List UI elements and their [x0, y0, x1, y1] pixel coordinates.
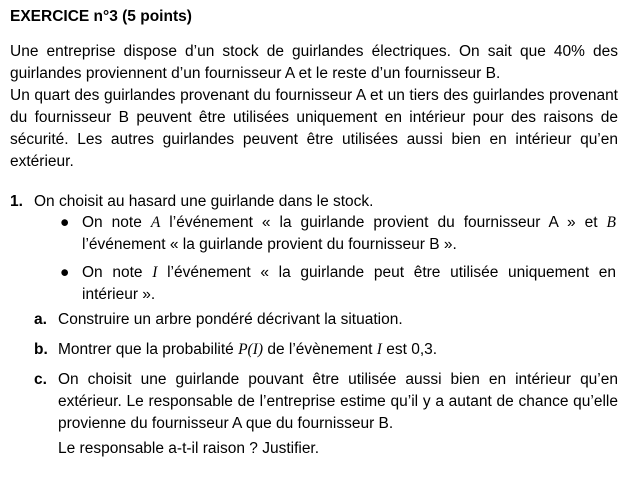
question-1c-text: On choisit une guirlande pouvant être utilisée aussi bien en intérieur qu’en extérieur. Le responsable de l’entreprise estime qu’il y a autant de chance qu’elle provienne du fournisseur A que du fournisseur B.	[58, 371, 618, 432]
question-1a-text: Construire un arbre pondéré décrivant la situation.	[58, 311, 403, 328]
question-1b-suffix: est 0,3.	[381, 341, 438, 358]
question-1-number: 1.	[10, 193, 23, 210]
question-1b-label: b.	[34, 341, 48, 358]
question-1-text: On choisit au hasard une guirlande dans le stock.	[34, 193, 374, 210]
question-1c	[34, 369, 618, 435]
question-1b-prefix: Montrer que la probabilité	[58, 341, 239, 358]
intro-paragraph-2: Un quart des guirlandes provenant du fournisseur A et un tiers des guirlandes provenant du fournisseur B peuvent être utilisées uniquement en intérieur pour des raisons de sécurité. Les autres guirlandes peuvent être utilisées aussi bien en intérieur qu’en extérieur.	[10, 87, 618, 170]
question-1a	[34, 309, 618, 331]
event-b-symbol: B	[606, 214, 616, 231]
probability-expression: P(I)	[238, 341, 264, 358]
bullet-2-prefix: On note	[82, 264, 153, 281]
event-i-symbol: I	[376, 341, 382, 358]
bullet-1-suffix: l’événement « la guirlande provient du fournisseur B ».	[82, 236, 457, 253]
event-definition-a-b	[58, 212, 616, 256]
question-1c-label: c.	[34, 371, 47, 388]
exercise-title: EXERCICE n°3 (5 points)	[10, 8, 192, 25]
event-i-symbol: I	[152, 264, 158, 281]
intro-paragraph-1: Une entreprise dispose d’un stock de guirlandes électriques. On sait que 40% des guirlandes proviennent d’un fournisseur A et le reste d’un fournisseur B.	[10, 43, 618, 82]
question-1b-text	[58, 339, 618, 361]
event-a-symbol: A	[150, 214, 161, 231]
bullet-1-mid: l’événement « la guirlande provient du fournisseur A » et	[160, 214, 607, 231]
event-definitions-list	[58, 212, 616, 312]
event-definition-i	[58, 262, 616, 306]
question-1b-mid: de l’évènement	[263, 341, 377, 358]
question-1c-followup: Le responsable a-t-il raison ? Justifier.	[58, 440, 320, 457]
bullet-1-prefix: On note	[82, 214, 151, 231]
bullet-icon: ●	[60, 264, 70, 281]
question-1a-label: a.	[34, 311, 47, 328]
question-1b	[34, 339, 618, 361]
bullet-2-suffix: l’événement « la guirlande peut être utilisée uniquement en intérieur ».	[82, 264, 616, 303]
question-1	[10, 191, 618, 213]
bullet-icon: ●	[60, 214, 70, 231]
